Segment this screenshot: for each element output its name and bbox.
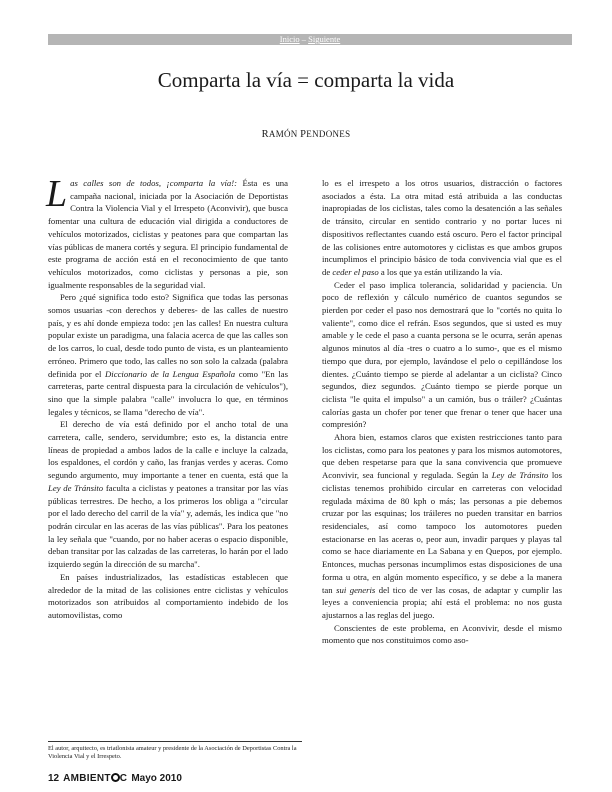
drop-cap: L [46,173,68,215]
paragraph: Ahora bien, estamos claros que existen restricciones tanto para los ciclistas, como para los peatones y para los mismos automotores, que deben respetarse para que la sana convivencia que promueve Aconvivir, sea funcional y regulada. Según la Ley de Tránsito los ciclistas tenemos prohibido circular en carreteras con velocidad regulada máxima de 80 kph o más; las personas a pie debemos cruzar por las esquinas; los tráileres no pueden transitar en barrios residenciales, así como tampoco los automotores pueden estacionarse en las aceras o, peor aun, invadir parques y playas tal como se hace diariamente en La Sabana y en Quepos, por ejemplo. Entonces, muchas personas incumplimos estas disposiciones de una forma u otra, en algún momento específico, y se debe a la manera tan sui generis del tico de ver las cosas, de adaptar y cumplir las leyes a conveniencia propia; ahí está el problema: no nos gusta ajustarnos a las reglas del juego. [322,432,563,620]
right-column [322,177,562,647]
paragraph: Conscientes de este problema, en Aconvivir, desde el mismo momento que nos constituimos como aso- [322,622,562,646]
paragraph: Ceder el paso implica tolerancia, solidaridad y paciencia. Un poco de reflexión y cálculo numérico de cuantos segundos se pierden por ceder el paso nos demostrará que lo "cortés no quita lo valiente", como dice el refrán. Esos segundos, que si usted es muy amable y le cede el paso a cuanta persona se le ocurra, serán apenas algunos minutos al día -tres o cuatro a lo sumo-, que es el mismo tiempo que dura, por ejemplo, lavándose el pelo o cepillándose los dientes. ¿Cuánto tiempo se pierde al adelantar a un ciclista? Cinco segundos, diez segundos. ¿Cuánto tiempo se pierde porque un ciclista "le quita el impulso" a un camión, bus o tráiler? ¿Cuántas calorías gasta un chofer por tener que frenar o tener que hacer una compresión? [322,279,562,430]
nav-link-inicio[interactable]: Inicio [279,34,300,44]
logo-o-icon [111,773,120,782]
magazine-logo: AMBIENT C [63,773,128,784]
paragraph: En países industrializados, las estadísticas establecen que alrededor de la mitad de las colisiones entre ciclistas y vehículos motorizados son atribuidos al comportamiento indebido de los automovilistas, como [48,571,288,620]
top-nav-bar [48,34,572,45]
nav-link-siguiente[interactable]: Siguiente [308,34,341,44]
issue-date: Mayo 2010 [131,773,182,784]
author-footnote: El autor, arquitecto, es triatlonista amateur y presidente de la Asociación de Deportistas Contra la Violencia Vial y el Irrespeto. [48,741,302,762]
left-column [46,173,288,622]
article-title: Comparta la vía = comparta la vida [157,68,455,92]
page-footer [48,773,182,784]
nav-separator: – [299,34,309,44]
author-byline: RAMÓN PENDONES [261,129,351,140]
paragraph: El derecho de vía está definido por el ancho total de una carretera, calle, sendero, servidumbre; esto es, la distancia entre líneas de propiedad a ambos lados de la calle e incluye la calzada, los espaldones, el cordón y caño, las franjas verdes y aceras. Como segundo argumento, muy importante a tener en cuenta, está que la Ley de Tránsito faculta a ciclistas y peatones a transitar por las vías públicas terrestres. De hecho, a los primeros los obliga a "circular por el lado derecho del carril de la vía" y, además, les indica que "no podrán circular en las aceras de las vías públicas". Para los peatones la ley señala que "cuando, por no haber aceras o espacio disponible, deban transitar por las calzadas de las carreteras, lo harán por el lado izquierdo según la dirección de su marcha". [48,419,288,570]
paragraph: lo es el irrespeto a los otros usuarios, distracción o factores asociados a ésta. La otra mitad está atribuida a las conductas inapropiadas de los ciclistas, tales como la desatención a las señales de tránsito, circular en sentido contrario y no portar luces ni dispositivos reflectantes cuando está oscuro. Pero el factor principal de las colisiones entre automotores y ciclistas es que ambos grupos incumplimos el principio básico de toda convivencia vial que es el de ceder el paso a los que ya están utilizando la vía. [322,178,562,277]
paragraph: Las calles son de todos, ¡comparta la vía!: Ésta es una campaña nacional, iniciada por la Asociación de Deportistas Contra la Violencia Vial y el Irrespeto (Aconvivir), que busca fomentar una cultura de educación vial dirigida a conductores de vehículos motorizados, ciclistas y peatones para que compartan las vías públicas de manera cortés y segura. El principio fundamental de este programa de acción está en el reconocimiento de que tanto vehículos motorizados, como ciclistas y personas a pie, son igualmente responsables de la seguridad vial. [46,173,288,290]
page-number: 12 [48,773,60,784]
paragraph: Pero ¿qué significa todo esto? Significa que todas las personas somos usuarias -con derechos y deberes- de las calles de nuestro país, y es ahí donde empieza todo: ¡en las calles! En nuestra cultura popular existe un paradigma, una falacia acerca de que las calles son de los carros, lo cual, desde todo punto de vista, es un planteamiento erróneo. Primero que todo, las calles no son solo la calzada (palabra definida por el Diccionario de la Lengua Española como "En las carreteras, parte central dispuesta para la circulación de vehículos"), sino que la simple palabra "calle" involucra lo que, en términos legales y técnicos, se llama "derecho de vía". [48,292,288,417]
